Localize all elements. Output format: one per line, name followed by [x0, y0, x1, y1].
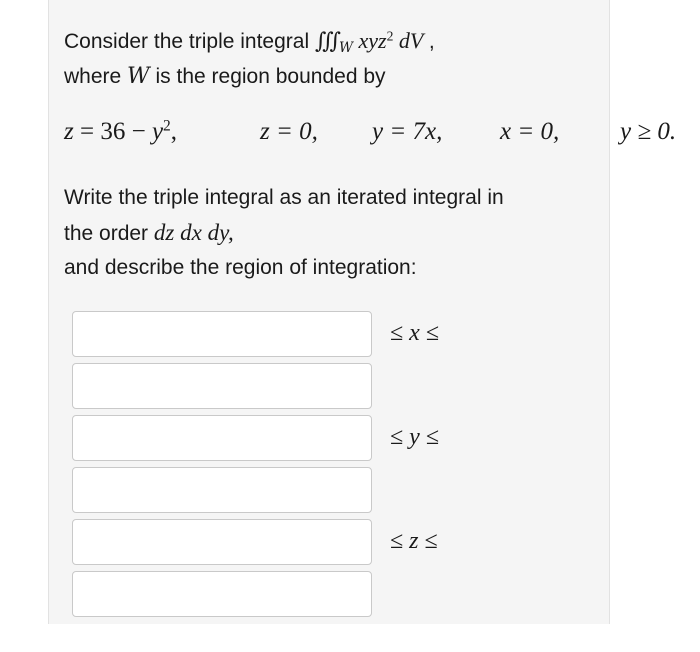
region-prefix: where	[64, 65, 122, 88]
instruction-line-1: Write the triple integral as an iterated integral in	[64, 186, 504, 209]
trailing-comma: ,	[428, 30, 435, 53]
x-inequality-label: ≤ x ≤	[390, 320, 439, 346]
triple-integral-symbol: ∭	[314, 29, 335, 54]
bounding-equations	[64, 118, 700, 158]
x-lower-bound-input[interactable]	[72, 311, 372, 357]
y-upper-bound-input[interactable]	[72, 467, 372, 513]
instruction-line-3: and describe the region of integration:	[64, 256, 417, 279]
differential: dV	[398, 28, 424, 53]
bound-z-parabola: $z = 36 - y^2$,	[64, 117, 178, 145]
integration-order: dz dx dy,	[153, 220, 234, 245]
integral-region-subscript: W	[339, 40, 354, 57]
integrand-exponent: 2	[386, 28, 394, 44]
x-upper-bound-input[interactable]	[72, 363, 372, 409]
region-description-line	[64, 64, 386, 89]
bound-z-zero: z = 0,	[260, 118, 318, 145]
region-suffix: is the region bounded by	[155, 65, 386, 88]
triple-integral-expression	[314, 28, 429, 57]
integrand: xyz	[358, 28, 387, 53]
region-symbol: W	[127, 64, 150, 89]
instruction-order-prefix: the order	[64, 222, 149, 245]
bound-y-nonneg: y ≥ 0.	[620, 118, 677, 145]
z-lower-bound-input[interactable]	[72, 519, 372, 565]
z-upper-bound-input[interactable]	[72, 571, 372, 617]
instruction-line-2	[64, 220, 234, 246]
y-inequality-label: ≤ y ≤	[390, 424, 439, 450]
y-lower-bound-input[interactable]	[72, 415, 372, 461]
problem-intro-line	[64, 28, 435, 57]
bound-x-zero: x = 0,	[500, 118, 560, 145]
bound-y-line: y = 7x,	[372, 118, 443, 145]
intro-text: Consider the triple integral	[64, 30, 310, 53]
z-inequality-label: ≤ z ≤	[390, 528, 438, 554]
